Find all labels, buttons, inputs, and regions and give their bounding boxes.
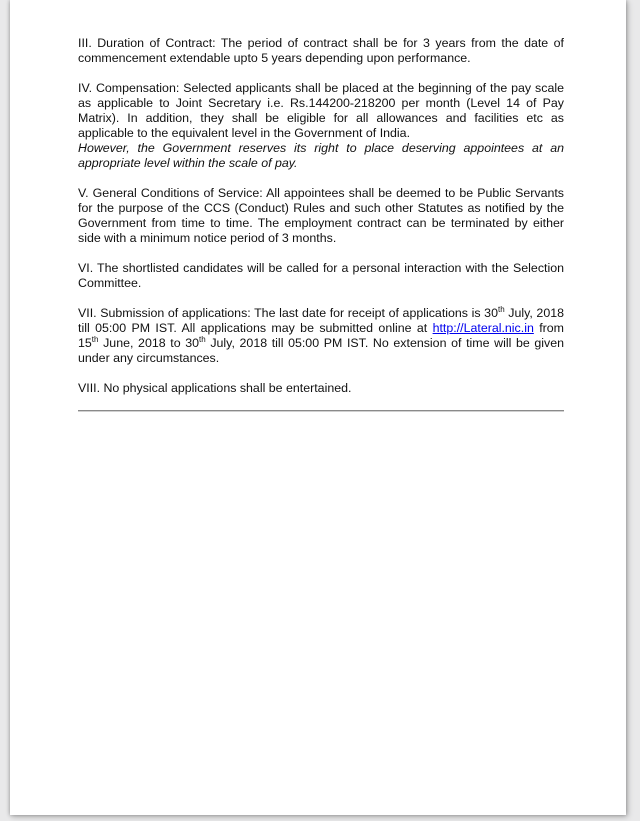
section-interaction	[78, 261, 564, 291]
submission-sup-1: th	[497, 304, 505, 314]
document-page	[10, 0, 626, 815]
document-body	[78, 36, 564, 411]
submission-text-5: July, 2018 till 05:00 PM IST. No extension of time will be given under any circumstances.	[78, 336, 565, 365]
submission-text-2: July, 2018 till 05:00 PM IST. All applications may be submitted online at	[78, 306, 564, 335]
section-conditions	[78, 186, 564, 246]
application-link[interactable]: http://Lateral.nic.in	[432, 321, 534, 335]
section-physical	[78, 381, 564, 396]
section-compensation-text: IV. Compensation: Selected applicants shall be placed at the beginning of the pay scale as applicable to Joint Secretary i.e. Rs.144200-218200 per month (Level 14 of Pay Matrix). In addition, they shall be eligible for all allowances and facilities etc as applicable to the equivalent level in the Government of India.	[78, 81, 564, 140]
section-duration	[78, 36, 564, 66]
section-compensation	[78, 81, 564, 171]
section-submission	[78, 306, 564, 366]
submission-text-1: VII. Submission of applications: The last date for receipt of applications is 30	[78, 306, 498, 320]
submission-sup-2: th	[91, 334, 99, 344]
section-duration-text: III. Duration of Contract: The period of contract shall be for 3 years from the date of commencement extendable upto 5 years depending upon performance.	[78, 36, 564, 65]
section-conditions-text: V. General Conditions of Service: All appointees shall be deemed to be Public Servants for the purpose of the CCS (Conduct) Rules and such other Statutes as notified by the Government from time to time. The employment contract can be terminated by either side with a minimum notice period of 3 months.	[78, 186, 564, 245]
submission-text-4: June, 2018 to 30	[98, 336, 200, 350]
submission-sup-3: th	[199, 334, 206, 344]
section-physical-text: VIII. No physical applications shall be entertained.	[78, 381, 352, 395]
submission-text-3: from 15	[78, 321, 564, 350]
horizontal-rule	[78, 410, 564, 412]
section-interaction-text: VI. The shortlisted candidates will be called for a personal interaction with the Selection Committee.	[78, 261, 564, 290]
section-compensation-note: However, the Government reserves its right to place deserving appointees at an appropriate level within the scale of pay.	[78, 141, 564, 170]
